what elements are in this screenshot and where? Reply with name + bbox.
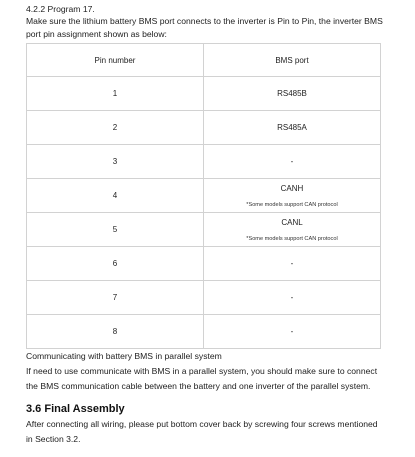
intro-text-line-2: port pin assignment shown as below: [26,29,167,39]
table-row [27,213,381,247]
bms-pin-table [26,43,381,349]
column-header-bms-port: BMS port [204,44,381,77]
table-row [27,77,381,111]
can-protocol-note: *Some models support CAN protocol [246,235,338,242]
bms-port-cell [204,179,381,213]
final-assembly-text-line-1: After connecting all wiring, please put bottom cover back by screwing four screws mentioned [26,419,378,429]
column-header-pin-number: Pin number [27,44,204,77]
table-row [27,145,381,179]
bms-port-cell: RS485B [204,77,381,111]
program-label: 4.2.2 Program 17. [26,4,95,14]
table-row [27,111,381,145]
bms-port-cell: - [204,247,381,281]
final-assembly-heading: 3.6 Final Assembly [26,403,125,415]
pin-number-cell: 4 [27,179,204,213]
bms-port-cell [204,213,381,247]
pin-number-cell: 3 [27,145,204,179]
bms-port-value: CANL [281,217,303,227]
table-row [27,179,381,213]
parallel-section-title: Communicating with battery BMS in parallel system [26,351,222,361]
parallel-text-line-2: the BMS communication cable between the battery and one inverter of the parallel system. [26,381,371,391]
pin-number-cell: 6 [27,247,204,281]
intro-text-line-1: Make sure the lithium battery BMS port connects to the inverter is Pin to Pin, the inverter BMS [26,16,383,26]
final-assembly-text-line-2: in Section 3.2. [26,434,81,444]
pin-number-cell: 7 [27,281,204,315]
pin-number-cell: 8 [27,315,204,349]
pin-number-cell: 2 [27,111,204,145]
can-protocol-note: *Some models support CAN protocol [246,201,338,208]
table-header-row [27,44,381,77]
table-row [27,315,381,349]
bms-port-cell: - [204,315,381,349]
table-row [27,281,381,315]
parallel-text-line-1: If need to use communicate with BMS in a parallel system, you should make sure to connect [26,366,378,376]
bms-port-cell: - [204,145,381,179]
bms-port-cell: - [204,281,381,315]
bms-port-value: CANH [280,183,304,193]
pin-number-cell: 1 [27,77,204,111]
bms-port-cell: RS485A [204,111,381,145]
pin-number-cell: 5 [27,213,204,247]
table-row [27,247,381,281]
